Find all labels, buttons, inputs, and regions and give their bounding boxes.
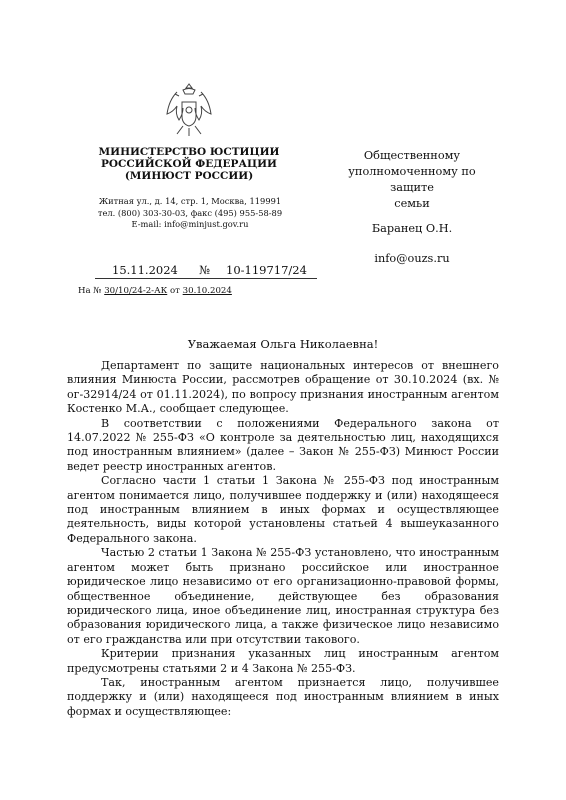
letter-body <box>67 359 499 719</box>
reference-line <box>78 285 232 297</box>
recipient-line-2: уполномоченному по защите <box>348 165 476 194</box>
ref-date: 30.10.2024 <box>182 286 232 296</box>
paragraph: Согласно части 1 статьи 1 Закона № 255-ФЗ под иностранным агентом понимается лицо, получившее поддержку и (или) находящееся под иностранным влиянием в иных формах и осуществляющее деятельность, виды которой установлены статьей 4 вышеуказанного Федерального закона. <box>67 474 499 545</box>
ministry-contacts <box>88 196 292 231</box>
ref-from: от <box>169 286 180 296</box>
ministry-name <box>95 146 283 182</box>
ministry-line-2: РОССИЙСКОЙ ФЕДЕРАЦИИ <box>101 158 277 170</box>
greeting: Уважаемая Ольга Николаевна! <box>187 337 379 351</box>
paragraph: Так, иностранным агентом признается лицо, получившее поддержку и (или) находящееся под иностранным влиянием в иных формах и осуществляющее: <box>67 675 499 718</box>
ministry-email: E-mail: info@minjust.gov.ru <box>131 219 249 229</box>
recipient-line-1: Общественному <box>363 149 461 162</box>
paragraph: Критерии признания указанных лиц иностранным агентом предусмотрены статьями 2 и 4 Закона № 255-ФЗ. <box>67 647 499 675</box>
registration-line <box>95 262 317 279</box>
recipient-block <box>332 148 492 267</box>
paragraph: Частью 2 статьи 1 Закона № 255-ФЗ установлено, что иностранным агентом может быть признано российское или иностранное юридическое лицо независимо от его организационно-правовой формы, общественное объединение, действующее без образования юридического лица, иное объединение лиц, иностранная структура без образования юридического лица, а также физическое лицо независимо от его гражданства или при отсутствии такового. <box>67 546 499 646</box>
recipient-line-3: семьи <box>394 197 430 210</box>
ref-prefix: На № <box>78 286 102 296</box>
ministry-phones: тел. (800) 303-30-03, факс (495) 955-58-89 <box>97 207 283 218</box>
ministry-line-3: (МИНЮСТ РОССИИ) <box>124 170 254 182</box>
paragraph: Департамент по защите национальных интересов от внешнего влияния Минюста России, рассмотрев обращение от 30.10.2024 (вх. № ог-32914/24 от 01.11.2024), по вопросу признания иностранным агентом Костенко М.А., сообщает следующее. <box>67 359 499 416</box>
letter-number: 10-119717/24 <box>226 263 307 277</box>
coat-of-arms-emblem <box>163 80 215 140</box>
number-sign: № <box>199 263 210 277</box>
ref-number: 30/10/24-2-АК <box>104 286 168 296</box>
recipient-email: info@ouzs.ru <box>374 252 450 265</box>
ministry-address: Житная ул., д. 14, стр. 1, Москва, 119991 <box>98 196 282 206</box>
recipient-name: Баранец О.Н. <box>371 222 453 235</box>
letter-date: 15.11.2024 <box>112 263 178 277</box>
paragraph: В соответствии с положениями Федерального закона от 14.07.2022 № 255-ФЗ «О контроле за деятельностью лиц, находящихся под иностранным влиянием» (далее – Закон № 255-ФЗ) Минюст России ведет реестр иностранных агентов. <box>67 416 499 473</box>
ministry-line-1: МИНИСТЕРСТВО ЮСТИЦИИ <box>98 146 280 158</box>
